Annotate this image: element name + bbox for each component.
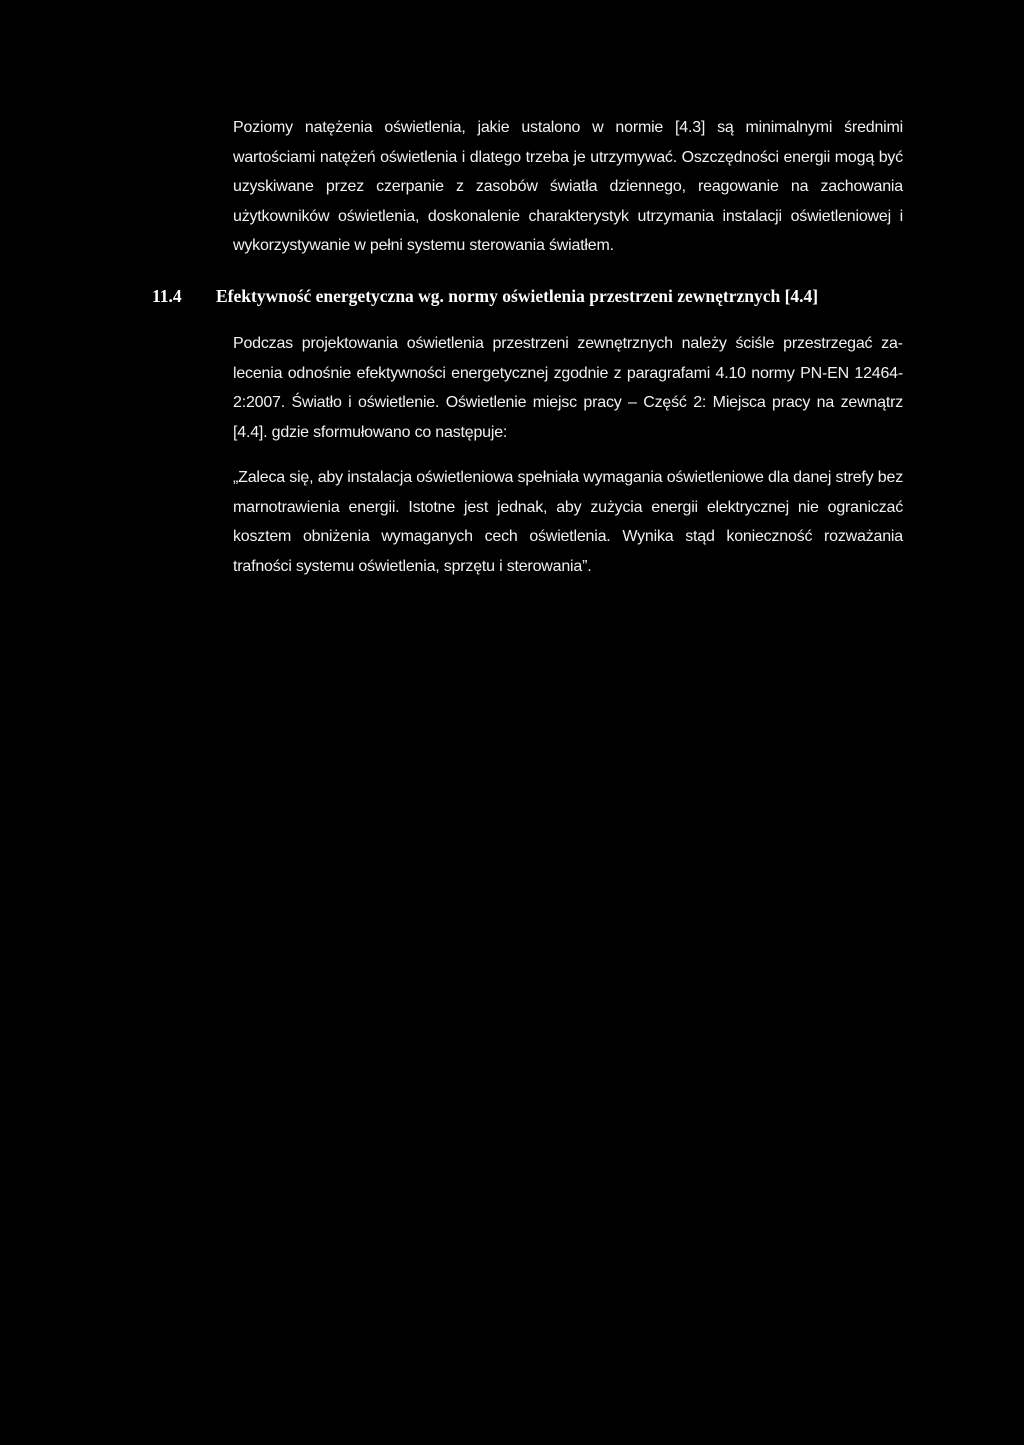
quote-paragraph: „Zaleca się, aby instalacja oświetleniowa spełniała wymagania oświetleniowe dla danej strefy bez marnotrawienia energii. Istotne jest jednak, aby zużycia energii elektrycznej nie ograniczać kosztem obniżenia wymaganych cech oświetlenia. Wynika stąd konieczność rozważania trafności systemu oświetlenia, sprzętu i sterowania”. <box>233 469 903 575</box>
paragraph-outdoor-design: Podczas projektowania oświetlenia przestrzeni zewnętrznych należy ściśle przestrzegać zalecenia odnośnie efektywności energetycznej zgodnie z paragrafami 4.10 normy PN-EN 12464-2:2007. Światło i oświetlenie. Oświetlenie miejsc pracy – Część 2: Miejsca pracy na zewnątrz [4.4]. gdzie sformułowano co następuje: <box>233 335 903 441</box>
paragraph-illuminance-levels: Poziomy natężenia oświetlenia, jakie ustalono w normie [4.3] są minimalnymi średnimi wartościami natężeń oświetlenia i dlatego trzeba je utrzymywać. Oszczędności energii mogą być uzyskiwane przez czerpanie z zasobów światła dziennego, reagowanie na zachowania użytkowników oświetlenia, doskonalenie charakterystyk utrzymania instalacji oświetleniowej i wykorzystywanie w pełni systemu sterowania światłem. <box>233 119 903 255</box>
text-block-2 <box>233 329 903 447</box>
section-title: Efektywność energetyczna wg. normy oświetlenia przestrzeni zewnętrznych [4.4] <box>216 286 819 306</box>
section-number: 11.4 <box>152 286 182 306</box>
text-block-3 <box>233 463 903 581</box>
text-block-1 <box>233 113 903 261</box>
section-heading <box>152 283 912 309</box>
